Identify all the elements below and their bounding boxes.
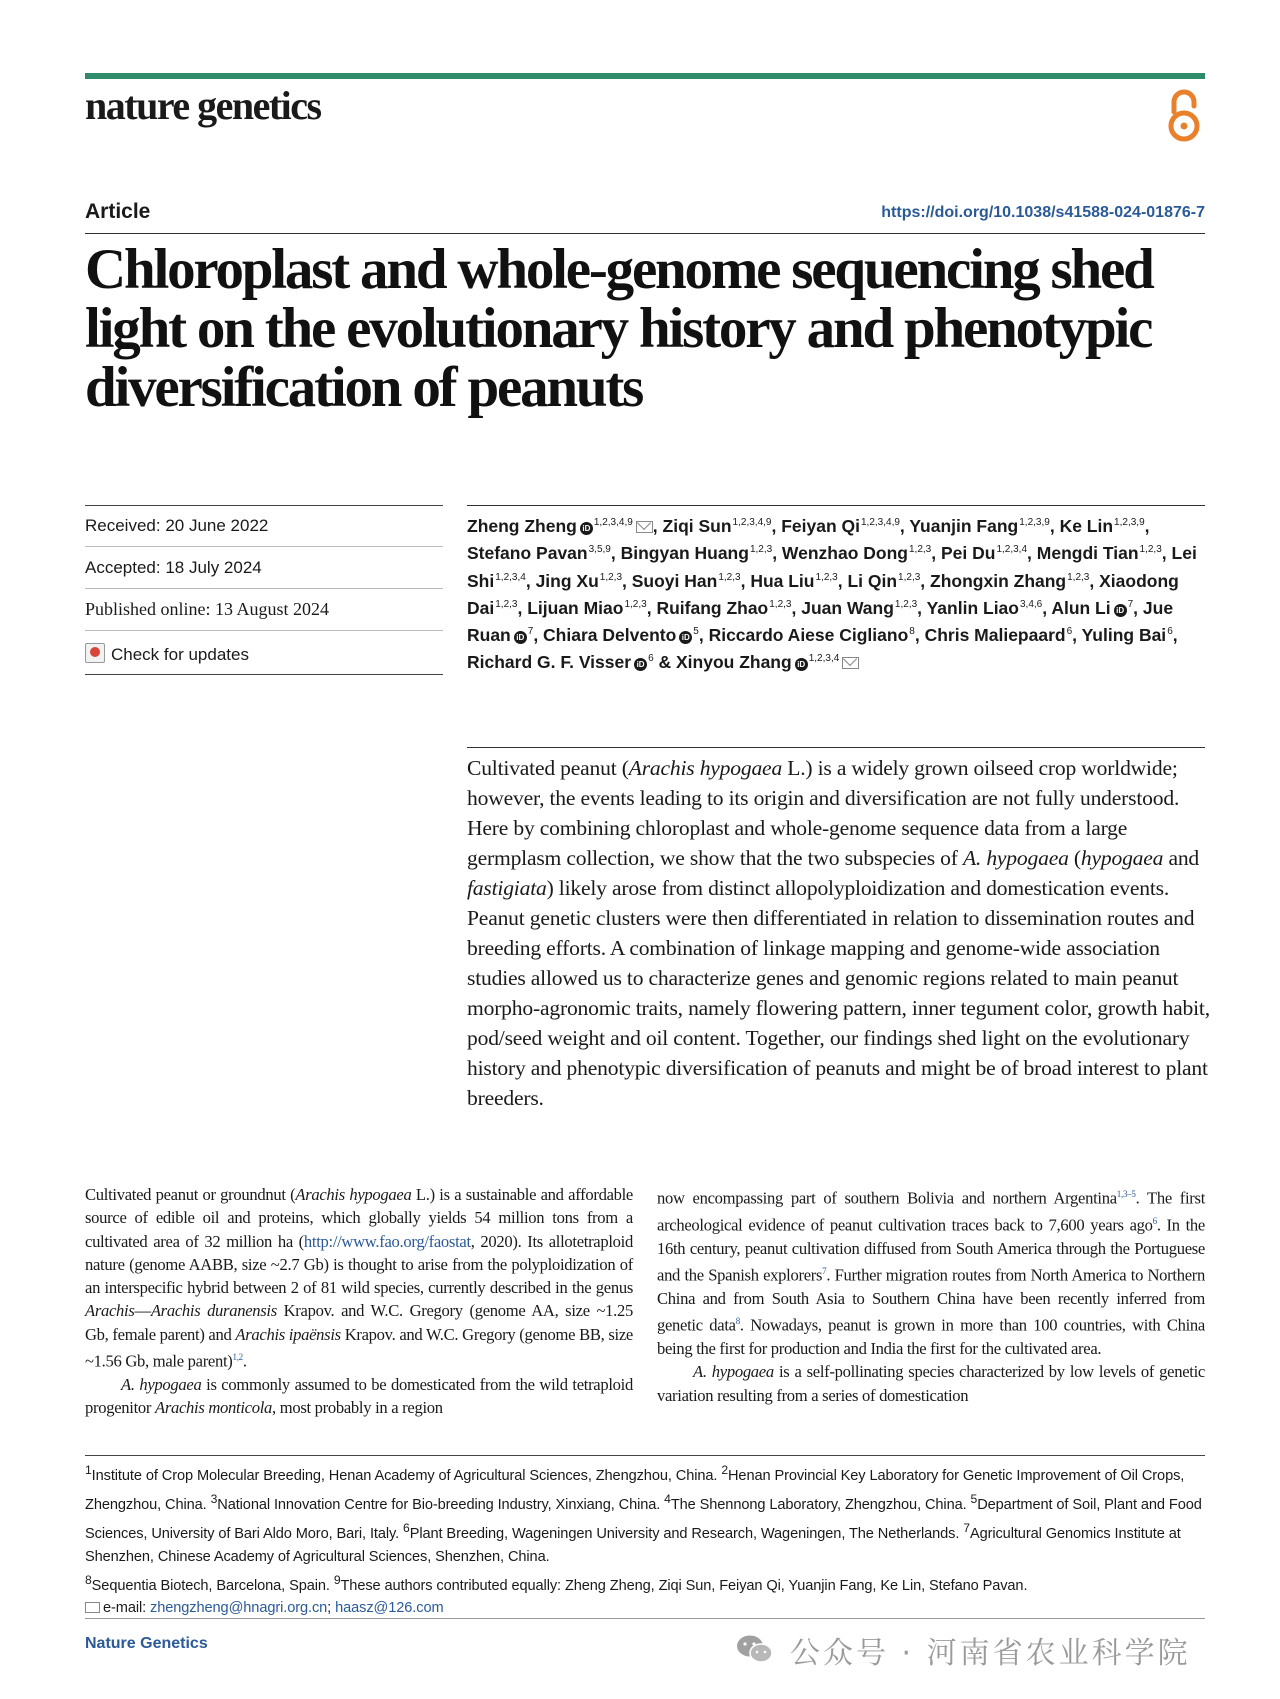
abstract-text: Cultivated peanut ( xyxy=(467,756,629,780)
author-affiliations: 1,2,3,4 xyxy=(495,571,526,583)
species-name: A. hypogaea xyxy=(693,1362,774,1382)
author-affiliations: 1,2,3 xyxy=(718,571,741,583)
body-text: is commonly assumed to be domesticated from the wild tetraploid progenitor xyxy=(85,1374,633,1418)
meta-divider xyxy=(85,546,443,547)
body-text: . In the 16th century, peanut cultivation diffused from South America through the Portuguese and the Spanish explorers xyxy=(657,1215,1205,1285)
author-name[interactable]: Alun Li xyxy=(1051,597,1111,618)
author-affiliations: 1,2,3 xyxy=(898,571,921,583)
author-name[interactable]: Riccardo Aiese Cigliano xyxy=(708,625,909,646)
author[interactable] xyxy=(1082,625,1173,645)
affiliation: Plant Breeding, Wageningen University and Research, Wageningen, The Netherlands. xyxy=(409,1525,964,1542)
body-text: . Nowadays, peanut is grown in more than 100 countries, with China being the first for production and India the first for the cultivated area. xyxy=(657,1315,1205,1358)
author[interactable] xyxy=(632,571,741,591)
published-date: Published online: 13 August 2024 xyxy=(85,599,330,619)
email-link[interactable]: haasz@126.com xyxy=(335,1600,444,1617)
orcid-icon[interactable]: iD xyxy=(634,658,647,671)
body-text: now encompassing part of southern Bolivia and northern Argentina xyxy=(657,1188,1117,1208)
author-name[interactable]: Xinyou Zhang xyxy=(676,652,792,673)
author-name[interactable]: Jing Xu xyxy=(535,570,599,591)
author[interactable] xyxy=(782,543,931,563)
body-text: L.) is a sustainable and affordable source of edible oil and proteins, which globally yields 54 million tons from a cultivated area of 32 million ha ( xyxy=(85,1185,634,1251)
affiliation: Agricultural Genomics Institute at Shenzhen, Chinese Academy of Agricultural Sciences, Shenzhen, China. xyxy=(85,1525,1181,1565)
check-for-updates-label: Check for updates xyxy=(111,645,249,664)
orcid-icon[interactable]: iD xyxy=(795,658,808,671)
body-text: . xyxy=(242,1351,247,1371)
author-affiliations: 1,2,3 xyxy=(908,544,932,556)
affiliation: Henan Provincial Key Laboratory for Genetic Improvement of Oil Crops, Zhengzhou, China. xyxy=(85,1467,1185,1513)
affiliation-number: 6 xyxy=(403,1520,410,1535)
body-paragraph xyxy=(85,1183,633,1373)
author[interactable] xyxy=(909,516,1050,536)
author-affiliations: 1,2,3 xyxy=(894,598,918,610)
abstract-text: and xyxy=(1163,846,1200,870)
reference-link[interactable]: 8 xyxy=(735,1316,740,1327)
author-prefix: & xyxy=(658,652,676,673)
body-column-right xyxy=(657,1183,1205,1407)
author-list: Zheng Zheng iD$^{1,2,3,4,9}$ , Ziqi Sun$^{1,2,3,4,9}$, Feiyan Qi$^{1,2,3,4,9}$, Yuanjin Fang$^{1,2,3,9}$, Ke Lin$^{1,2,3,9}$, Stefano Pavan$^{3,5,9}$, Bingyan Huang$^{1,2,3}$, Wenzhao Dong$^{1,2,3}$, Pei Du$^{1,2,3,4}$, Mengdi Tian$^{1,2,3}$, Lei Shi$^{1,2,3,4}$, Jing Xu$^{1,2,3}$, Suoyi Han$^{1,2,3}$, Hua Liu$^{1,2,3}$, Li Qin$^{1,2,3}$, Zhongxin Zhang$^{1,2,3}$, Xiaodong Dai$^{1,2,3}$, Lijuan Miao$^{1,2,3}$, Ruifang Zhao$^{1,2,3}$, Juan Wang$^{1,2,3}$, Yanlin Liao$^{3,4,6}$, Alun Li $iD^7$, Jue Ruan $iD^7$, Chiara Delvento $iD^5$, Riccardo Aiese Cigliano$^8$, Chris Maliepaard$^6$, Yuling Bai$^6$, Richard G. F. Visser $iD^6$ & Xinyou Zhang iD$^{1,2,3,4}$ xyxy=(467,516,1197,673)
watermark-text: 公众号 · 河南省农业科学院 xyxy=(790,1636,1191,1671)
author[interactable] xyxy=(536,571,622,591)
affiliation-number: 5 xyxy=(970,1491,978,1506)
email-link[interactable]: zhengzheng@hnagri.org.cn xyxy=(150,1600,328,1617)
email-separator: ; xyxy=(327,1600,336,1617)
author-name[interactable]: Suoyi Han xyxy=(631,570,718,591)
author-affiliations: 6 xyxy=(1167,626,1173,638)
author-name[interactable]: Ke Lin xyxy=(1059,516,1114,536)
author-name[interactable]: Lei Shi xyxy=(467,543,1197,591)
check-for-updates-icon xyxy=(85,643,105,663)
author-affiliations: 1,2,3,4 xyxy=(996,544,1028,556)
check-for-updates-button[interactable] xyxy=(85,643,443,665)
author-affiliations: 1,2,3 xyxy=(599,571,623,583)
author-affiliations: 1,2,3 xyxy=(1067,571,1090,583)
orcid-icon[interactable]: iD xyxy=(514,631,527,644)
author[interactable] xyxy=(621,543,773,563)
article-type: Article xyxy=(85,200,151,223)
author-name[interactable]: Ziqi Sun xyxy=(662,516,732,536)
author-name[interactable]: Stefano Pavan xyxy=(467,543,588,564)
affiliation-number: 1 xyxy=(85,1463,92,1477)
accepted-date: Accepted: 18 July 2024 xyxy=(85,558,262,577)
wechat-icon xyxy=(735,1633,775,1665)
author-affiliations: 1,2,3,9 xyxy=(1114,517,1145,528)
reference-link[interactable]: 1,2 xyxy=(232,1352,243,1363)
author[interactable] xyxy=(663,516,772,536)
footer-rule xyxy=(85,1618,1205,1619)
body-text: Cultivated peanut or groundnut ( xyxy=(85,1185,296,1204)
species-name: Arachis monticola xyxy=(154,1398,273,1418)
author-name[interactable]: Zheng Zheng xyxy=(467,516,577,536)
author-affiliations: 1,2,3 xyxy=(624,598,647,610)
author[interactable] xyxy=(847,571,920,591)
footnotes-rule xyxy=(85,1455,1205,1456)
author-affiliations: 1,2,3,4 xyxy=(808,653,840,665)
author-name[interactable]: Chiara Delvento xyxy=(543,625,677,646)
footer-journal-name: Nature Genetics xyxy=(85,1635,208,1652)
author[interactable] xyxy=(467,543,611,563)
author-name[interactable]: Ruifang Zhao xyxy=(656,597,769,618)
species-name: Arachis duranensis xyxy=(150,1301,277,1321)
author-affiliations: 7 xyxy=(1127,598,1134,610)
species-name: A. hypogaea xyxy=(962,846,1069,870)
author[interactable] xyxy=(925,625,1073,645)
species-name: Arachis hypogaea xyxy=(295,1185,412,1204)
author[interactable] xyxy=(1051,598,1133,618)
author[interactable] xyxy=(930,571,1089,591)
author-affiliations: 1,2,3 xyxy=(495,598,518,610)
author-name[interactable]: Yuling Bai xyxy=(1081,625,1167,646)
author[interactable] xyxy=(781,516,900,536)
author-name[interactable]: Chris Maliepaard xyxy=(924,625,1066,646)
mail-icon[interactable] xyxy=(842,657,859,669)
meta-divider xyxy=(85,588,443,589)
body-text: is a self-pollinating species characterized by low levels of genetic variation resulting from a series of domestication xyxy=(657,1362,1205,1405)
body-paragraph xyxy=(657,1183,1205,1360)
affiliation: Sequentia Biotech, Barcelona, Spain. xyxy=(91,1577,334,1594)
reference-link[interactable]: 6 xyxy=(1152,1215,1157,1226)
author-name[interactable]: Li Qin xyxy=(847,570,898,591)
author-affiliations: 1,2,3,4,9 xyxy=(732,517,772,528)
orcid-icon[interactable]: iD xyxy=(580,522,593,535)
subspecies-name: hypogaea xyxy=(1080,846,1164,870)
author-affiliations: 1,2,3 xyxy=(749,544,773,556)
author-name[interactable]: Pei Du xyxy=(940,543,996,564)
body-column-left xyxy=(85,1183,633,1420)
author-name[interactable]: Jue Ruan xyxy=(467,597,1174,646)
abstract xyxy=(467,753,1212,1113)
author-affiliations: 5 xyxy=(693,626,699,638)
affiliation-number: 7 xyxy=(963,1520,970,1535)
author-name[interactable]: Hua Liu xyxy=(750,570,815,591)
body-text: . The first archeological evidence of peanut cultivation traces back to 7,600 years ago xyxy=(657,1188,1206,1235)
orcid-icon[interactable]: iD xyxy=(1114,604,1127,617)
affiliation: The Shennong Laboratory, Zhengzhou, China. xyxy=(670,1496,971,1513)
author[interactable] xyxy=(941,543,1027,563)
affiliations xyxy=(85,1459,1210,1620)
mail-icon[interactable] xyxy=(636,521,653,533)
author-affiliations: 1,2,3 xyxy=(1139,544,1162,556)
affiliation-number: 8 xyxy=(85,1572,92,1587)
meta-rule-bottom xyxy=(85,674,443,675)
affiliation: Institute of Crop Molecular Breeding, Henan Academy of Agricultural Sciences, Zhengzhou, China. xyxy=(91,1467,722,1484)
equal-contribution-note: These authors contributed equally: Zheng Zheng, Ziqi Sun, Feiyan Qi, Yuanjin Fang, Ke Lin, Stefano Pavan. xyxy=(340,1577,1028,1594)
abstract-text: ) likely arose from distinct allopolyploidization and domestication events. Peanut genetic clusters were then differentiated in relation to dissemination routes and breeding efforts. A combination of linkage mapping and genome-wide association studies allowed us to characterize genes and genomic regions related to main peanut morpho-agronomic traits, namely flowering pattern, inner tegument color, growth habit, pod/seed weight and oil content. Together, our findings shed light on the evolutionary history and phenotypic diversification of peanuts and might be of broad interest to plant breeders. xyxy=(467,876,1210,1110)
mail-icon xyxy=(85,1602,100,1613)
affiliation-list xyxy=(85,1459,1210,1597)
journal-name: nature genetics xyxy=(85,83,321,128)
author[interactable] xyxy=(709,625,915,645)
email-line xyxy=(85,1597,1210,1620)
author[interactable] xyxy=(543,625,699,645)
author[interactable] xyxy=(927,598,1043,618)
body-text: , 2020). Its allotetraploid nature (genome AABB, size ~2.7 Gb) is thought to arise from the polyploidization of an interspecific hybrid between 2 of 81 wild species, currently described in the genus xyxy=(85,1231,633,1298)
abstract-rule xyxy=(467,747,1205,748)
author[interactable] xyxy=(801,598,917,618)
author-affiliations: 6 xyxy=(648,653,654,665)
author-affiliations: 1,2,3 xyxy=(769,598,792,610)
author-affiliations: 1,2,3 xyxy=(815,571,838,583)
affiliation-number: 2 xyxy=(721,1463,728,1477)
author-name[interactable]: Yanlin Liao xyxy=(926,597,1019,618)
author-name[interactable]: Yuanjin Fang xyxy=(909,516,1019,536)
author-affiliations: 1,2,3,9 xyxy=(1019,517,1050,528)
species-name: Arachis hypogaea xyxy=(628,756,783,780)
body-text: Krapov. and W.C. Gregory (genome BB, size ~1.56 Gb, male parent) xyxy=(85,1324,633,1371)
body-text: — xyxy=(134,1301,151,1321)
author-affiliations: 8 xyxy=(909,626,915,638)
doi-link[interactable]: https://doi.org/10.1038/s41588-024-01876-7 xyxy=(881,204,1205,221)
author-name[interactable]: Feiyan Qi xyxy=(781,516,860,536)
open-access-icon[interactable] xyxy=(1162,88,1206,144)
species-name: Arachis ipaënsis xyxy=(235,1324,341,1344)
title-rule xyxy=(85,233,1205,234)
reference-link[interactable]: 1,3–5 xyxy=(1116,1189,1136,1199)
author-name[interactable]: Juan Wang xyxy=(801,597,894,618)
reference-link[interactable]: 7 xyxy=(822,1265,827,1276)
meta-divider xyxy=(85,630,443,631)
author-name[interactable]: Bingyan Huang xyxy=(620,543,749,564)
body-text: , most probably in a region xyxy=(272,1398,443,1418)
author-affiliations: 3,5,9 xyxy=(588,544,611,556)
article-title: Chloroplast and whole-genome sequencing shed light on the evolutionary history and phenotypic diversification of peanuts xyxy=(85,238,1153,419)
author-name[interactable]: Wenzhao Dong xyxy=(781,543,908,564)
authors-rule xyxy=(467,505,1205,506)
affiliation-number: 3 xyxy=(210,1491,218,1506)
body-paragraph xyxy=(85,1373,633,1420)
affiliation: National Innovation Centre for Bio-breeding Industry, Xinxiang, China. xyxy=(217,1496,665,1513)
abstract-text: L.) is a widely grown oilseed crop worldwide; however, the events leading to its origin and diversification are not fully understood. Here by combining chloroplast and whole-genome sequence data from a large germplasm collection, we show that the two subspecies of xyxy=(467,756,1180,870)
author-name[interactable]: Zhongxin Zhang xyxy=(930,570,1067,591)
abstract-text: ( xyxy=(1068,846,1081,870)
genus-name: Arachis xyxy=(85,1301,135,1321)
faostat-link[interactable]: http://www.fao.org/faostat xyxy=(303,1231,471,1251)
author[interactable] xyxy=(656,598,791,618)
author[interactable] xyxy=(659,652,860,672)
body-text: . Further migration routes from North America to Northern China and from South Asia to Southern China have been recently inferred from genetic data xyxy=(657,1265,1205,1335)
author-name[interactable]: Lijuan Miao xyxy=(527,597,624,618)
affiliation: Department of Soil, Plant and Food Sciences, University of Bari Aldo Moro, Bari, Italy. xyxy=(85,1496,1202,1542)
subspecies-name: fastigiata xyxy=(467,876,547,900)
author-affiliations: 1,2,3,4,9 xyxy=(593,517,633,528)
author[interactable] xyxy=(1037,543,1162,563)
author-affiliations: 7 xyxy=(527,626,534,638)
author-affiliations: 1,2,3,4,9 xyxy=(860,517,900,528)
author[interactable] xyxy=(527,598,647,618)
author-affiliations: 3,4,6 xyxy=(1019,598,1043,610)
author-name[interactable]: Xiaodong Dai xyxy=(467,570,1179,618)
body-paragraph xyxy=(657,1360,1205,1407)
author[interactable] xyxy=(750,571,837,591)
author[interactable] xyxy=(467,516,653,536)
affiliation-number: 4 xyxy=(664,1491,671,1506)
author[interactable] xyxy=(467,652,654,672)
author-affiliations: 6 xyxy=(1066,626,1073,638)
email-label: e-mail: xyxy=(103,1600,151,1617)
meta-rule-top xyxy=(85,505,443,506)
body-text: Krapov. and W.C. Gregory (genome AA, size ~1.25 Gb, female parent) and xyxy=(85,1301,633,1344)
header-rule xyxy=(85,73,1205,79)
author[interactable] xyxy=(1060,516,1145,536)
author-name[interactable]: Richard G. F. Visser xyxy=(467,652,632,673)
affiliation-number: 9 xyxy=(333,1572,341,1587)
received-date: Received: 20 June 2022 xyxy=(85,516,269,535)
species-name: A. hypogaea xyxy=(121,1374,202,1394)
author-name[interactable]: Mengdi Tian xyxy=(1036,543,1139,564)
orcid-icon[interactable]: iD xyxy=(679,631,692,644)
